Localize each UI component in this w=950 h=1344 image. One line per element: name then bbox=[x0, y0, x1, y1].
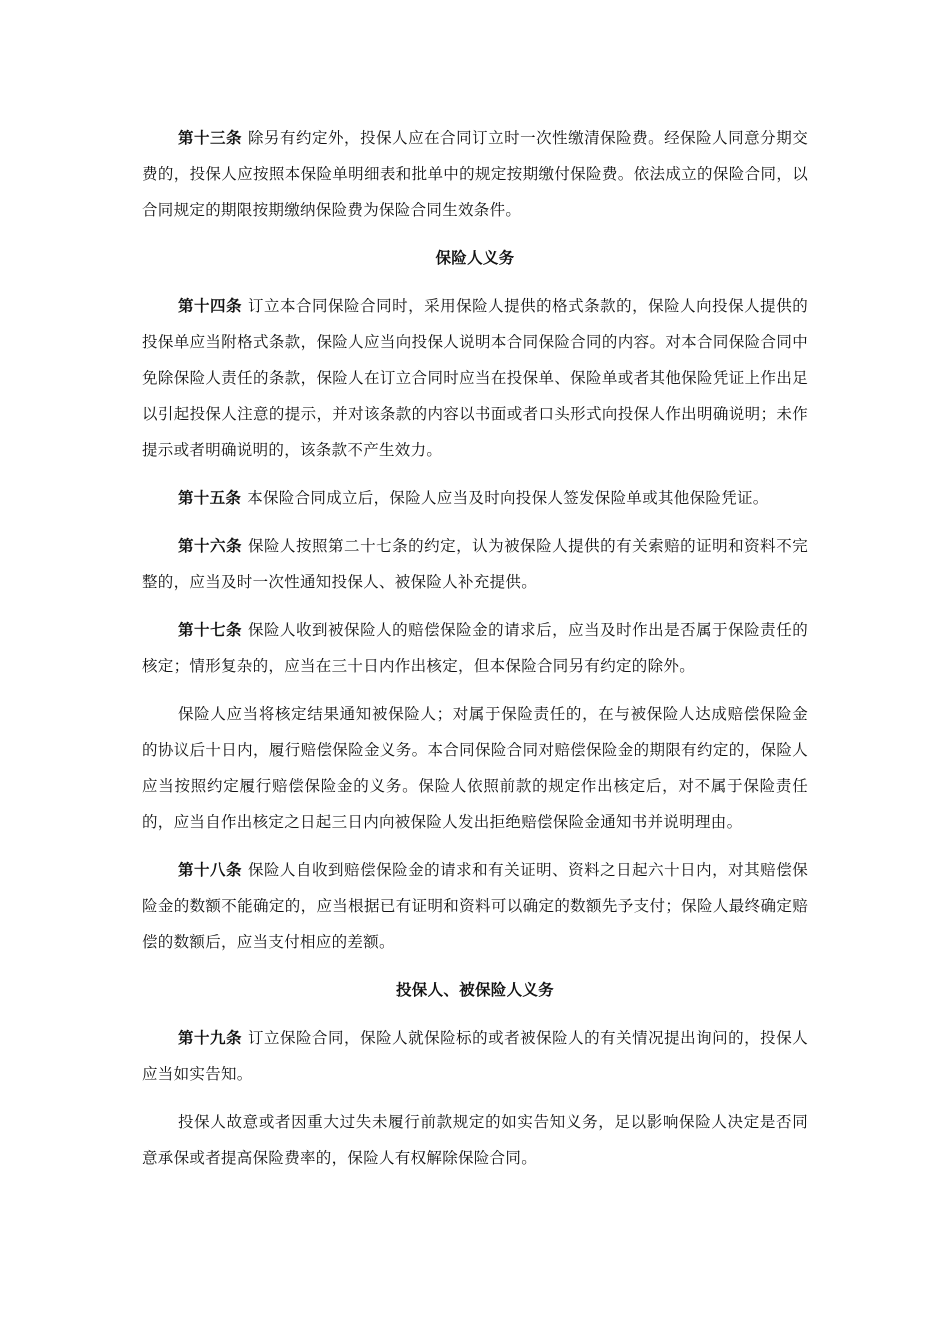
article-text: 保险人按照第二十七条的约定，认为被保险人提供的有关索赔的证明和资料不完整的，应当及时一次性通知投保人、被保险人补充提供。 bbox=[142, 537, 808, 591]
article-text: 订立保险合同，保险人就保险标的或者被保险人的有关情况提出询问的，投保人应当如实告知。 bbox=[142, 1029, 808, 1083]
article-text: 保险人自收到赔偿保险金的请求和有关证明、资料之日起六十日内，对其赔偿保险金的数额不能确定的，应当根据已有证明和资料可以确定的数额先予支付；保险人最终确定赔偿的数额后，应当支付相应的差额。 bbox=[142, 861, 808, 951]
article-19 bbox=[142, 1020, 808, 1092]
article-15 bbox=[142, 480, 808, 516]
article-label: 第十三条 bbox=[178, 129, 243, 147]
article-label: 第十八条 bbox=[178, 861, 243, 879]
article-18 bbox=[142, 852, 808, 960]
section-heading-insurer-obligations: 保险人义务 bbox=[435, 249, 515, 267]
article-19-continuation: 投保人故意或者因重大过失未履行前款规定的如实告知义务，足以影响保险人决定是否同意承保或者提高保险费率的，保险人有权解除保险合同。 bbox=[142, 1113, 808, 1167]
article-text: 订立本合同保险合同时，采用保险人提供的格式条款的，保险人向投保人提供的投保单应当附格式条款，保险人应当向投保人说明本合同保险合同的内容。对本合同保险合同中免除保险人责任的条款，保险人在订立合同时应当在投保单、保险单或者其他保险凭证上作出足以引起投保人注意的提示，并对该条款的内容以书面或者口头形式向投保人作出明确说明；未作提示或者明确说明的，该条款不产生效力。 bbox=[142, 297, 808, 459]
article-text: 除另有约定外，投保人应在合同订立时一次性缴清保险费。经保险人同意分期交费的，投保人应按照本保险单明细表和批单中的规定按期缴付保险费。依法成立的保险合同，以合同规定的期限按期缴纳保险费为保险合同生效条件。 bbox=[142, 129, 808, 219]
article-label: 第十六条 bbox=[178, 537, 243, 555]
article-16 bbox=[142, 528, 808, 600]
article-17 bbox=[142, 612, 808, 684]
article-label: 第十七条 bbox=[178, 621, 243, 639]
article-label: 第十四条 bbox=[178, 297, 243, 315]
article-text: 本保险合同成立后，保险人应当及时向投保人签发保险单或其他保险凭证。 bbox=[247, 489, 769, 507]
article-label: 第十九条 bbox=[178, 1029, 243, 1047]
section-heading-policyholder-obligations: 投保人、被保险人义务 bbox=[395, 981, 554, 999]
article-13 bbox=[142, 120, 808, 228]
article-label: 第十五条 bbox=[178, 489, 242, 507]
article-text: 保险人收到被保险人的赔偿保险金的请求后，应当及时作出是否属于保险责任的核定；情形复杂的，应当在三十日内作出核定，但本保险合同另有约定的除外。 bbox=[142, 621, 808, 675]
article-14 bbox=[142, 288, 808, 468]
article-17-continuation: 保险人应当将核定结果通知被保险人；对属于保险责任的，在与被保险人达成赔偿保险金的协议后十日内，履行赔偿保险金义务。本合同保险合同对赔偿保险金的期限有约定的，保险人应当按照约定履行赔偿保险金的义务。保险人依照前款的规定作出核定后，对不属于保险责任的，应当自作出核定之日起三日内向被保险人发出拒绝赔偿保险金通知书并说明理由。 bbox=[142, 705, 808, 831]
